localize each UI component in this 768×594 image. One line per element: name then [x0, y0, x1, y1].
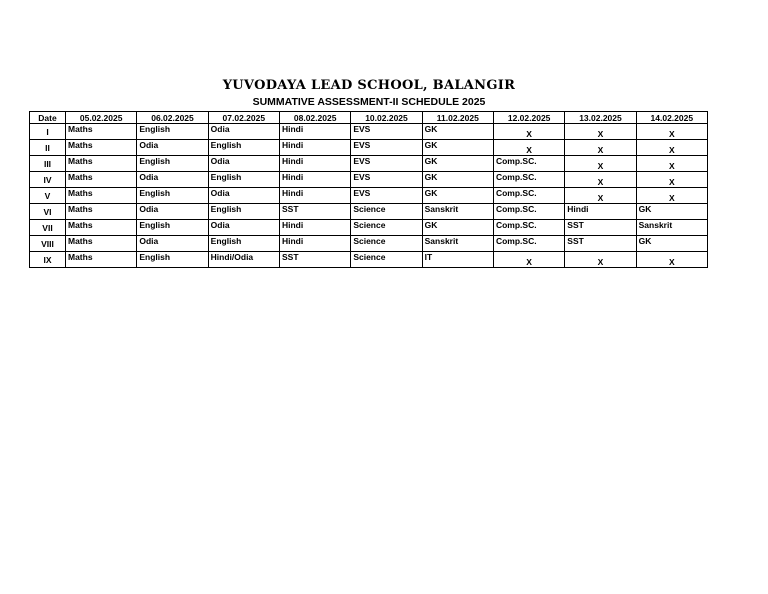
- table-row: [30, 172, 708, 188]
- header-date-cell: 06.02.2025: [137, 112, 208, 124]
- subject-cell: X: [565, 140, 636, 156]
- subject-cell: English: [208, 204, 279, 220]
- class-label: I: [30, 124, 66, 140]
- subject-cell: Maths: [66, 252, 137, 268]
- subject-cell: X: [565, 156, 636, 172]
- subject-cell: Comp.SC.: [493, 236, 564, 252]
- class-label: VI: [30, 204, 66, 220]
- class-label: VII: [30, 220, 66, 236]
- subject-cell: GK: [636, 204, 707, 220]
- header-date-cell: 05.02.2025: [66, 112, 137, 124]
- subject-cell: EVS: [351, 172, 422, 188]
- subject-cell: Science: [351, 220, 422, 236]
- table-row: [30, 204, 708, 220]
- subject-cell: Maths: [66, 220, 137, 236]
- subject-cell: Maths: [66, 236, 137, 252]
- subject-cell: Comp.SC.: [493, 188, 564, 204]
- subject-cell: Maths: [66, 188, 137, 204]
- subject-cell: English: [208, 236, 279, 252]
- subject-cell: EVS: [351, 140, 422, 156]
- subject-cell: English: [137, 188, 208, 204]
- subject-cell: Odia: [137, 172, 208, 188]
- subject-cell: X: [565, 188, 636, 204]
- table-row: [30, 220, 708, 236]
- header-date-cell: 07.02.2025: [208, 112, 279, 124]
- subject-cell: GK: [422, 220, 493, 236]
- class-label: VIII: [30, 236, 66, 252]
- header-date-cell: 14.02.2025: [636, 112, 707, 124]
- subject-cell: Sanskrit: [422, 236, 493, 252]
- school-title: YUVODAYA LEAD SCHOOL, BALANGIR: [222, 78, 516, 93]
- subject-cell: Sanskrit: [422, 204, 493, 220]
- table-row: [30, 236, 708, 252]
- subject-cell: X: [565, 124, 636, 140]
- schedule-subtitle: SUMMATIVE ASSESSMENT-II SCHEDULE 2025: [252, 96, 486, 108]
- subject-cell: Odia: [137, 204, 208, 220]
- class-label: V: [30, 188, 66, 204]
- subject-cell: Odia: [208, 220, 279, 236]
- subject-cell: Odia: [208, 124, 279, 140]
- class-label: IV: [30, 172, 66, 188]
- table-row: [30, 188, 708, 204]
- header-row: [30, 112, 708, 124]
- subject-cell: IT: [422, 252, 493, 268]
- class-label: II: [30, 140, 66, 156]
- header-date-cell: 13.02.2025: [565, 112, 636, 124]
- subject-cell: Hindi/Odia: [208, 252, 279, 268]
- subject-cell: X: [636, 172, 707, 188]
- subject-cell: X: [565, 172, 636, 188]
- subject-cell: Science: [351, 236, 422, 252]
- table-row: [30, 156, 708, 172]
- subject-cell: SST: [279, 204, 350, 220]
- class-label: IX: [30, 252, 66, 268]
- subject-cell: English: [137, 220, 208, 236]
- subject-cell: Science: [351, 204, 422, 220]
- subject-cell: X: [565, 252, 636, 268]
- subject-cell: GK: [422, 172, 493, 188]
- subject-cell: English: [137, 252, 208, 268]
- subject-cell: SST: [565, 220, 636, 236]
- subject-cell: English: [208, 172, 279, 188]
- subject-cell: Maths: [66, 204, 137, 220]
- subject-cell: GK: [422, 140, 493, 156]
- subject-cell: Hindi: [279, 188, 350, 204]
- header-date-cell: 12.02.2025: [493, 112, 564, 124]
- header-date-cell: 11.02.2025: [422, 112, 493, 124]
- subject-cell: SST: [565, 236, 636, 252]
- subject-cell: X: [493, 140, 564, 156]
- subject-cell: Odia: [137, 140, 208, 156]
- subject-cell: Hindi: [279, 140, 350, 156]
- subject-cell: Hindi: [279, 236, 350, 252]
- subject-cell: X: [636, 188, 707, 204]
- subject-cell: EVS: [351, 188, 422, 204]
- subject-cell: Hindi: [279, 172, 350, 188]
- table-row: [30, 124, 708, 140]
- subject-cell: GK: [422, 188, 493, 204]
- subject-cell: Maths: [66, 140, 137, 156]
- subject-cell: Science: [351, 252, 422, 268]
- subject-cell: Hindi: [279, 156, 350, 172]
- subject-cell: SST: [279, 252, 350, 268]
- subject-cell: Odia: [137, 236, 208, 252]
- subject-cell: EVS: [351, 156, 422, 172]
- subject-cell: Odia: [208, 156, 279, 172]
- table-body: [30, 124, 708, 268]
- header-date-cell: 08.02.2025: [279, 112, 350, 124]
- subject-cell: Maths: [66, 156, 137, 172]
- schedule-table: [29, 111, 708, 268]
- subject-cell: X: [493, 124, 564, 140]
- subject-cell: EVS: [351, 124, 422, 140]
- subject-cell: X: [636, 140, 707, 156]
- table-row: [30, 252, 708, 268]
- subject-cell: Maths: [66, 124, 137, 140]
- subject-cell: English: [137, 124, 208, 140]
- subject-cell: Comp.SC.: [493, 204, 564, 220]
- subject-cell: GK: [422, 156, 493, 172]
- subject-cell: Sanskrit: [636, 220, 707, 236]
- subject-cell: X: [493, 252, 564, 268]
- subject-cell: Hindi: [279, 124, 350, 140]
- subject-cell: X: [636, 156, 707, 172]
- subject-cell: GK: [422, 124, 493, 140]
- subject-cell: Odia: [208, 188, 279, 204]
- subject-cell: X: [636, 124, 707, 140]
- subject-cell: Maths: [66, 172, 137, 188]
- subject-cell: X: [636, 252, 707, 268]
- header-date-cell: 10.02.2025: [351, 112, 422, 124]
- header-date: Date: [30, 112, 66, 124]
- subject-cell: Hindi: [279, 220, 350, 236]
- subject-cell: Comp.SC.: [493, 172, 564, 188]
- subject-cell: Comp.SC.: [493, 220, 564, 236]
- subject-cell: English: [208, 140, 279, 156]
- subject-cell: GK: [636, 236, 707, 252]
- subject-cell: Comp.SC.: [493, 156, 564, 172]
- class-label: III: [30, 156, 66, 172]
- table-row: [30, 140, 708, 156]
- subject-cell: Hindi: [565, 204, 636, 220]
- subject-cell: English: [137, 156, 208, 172]
